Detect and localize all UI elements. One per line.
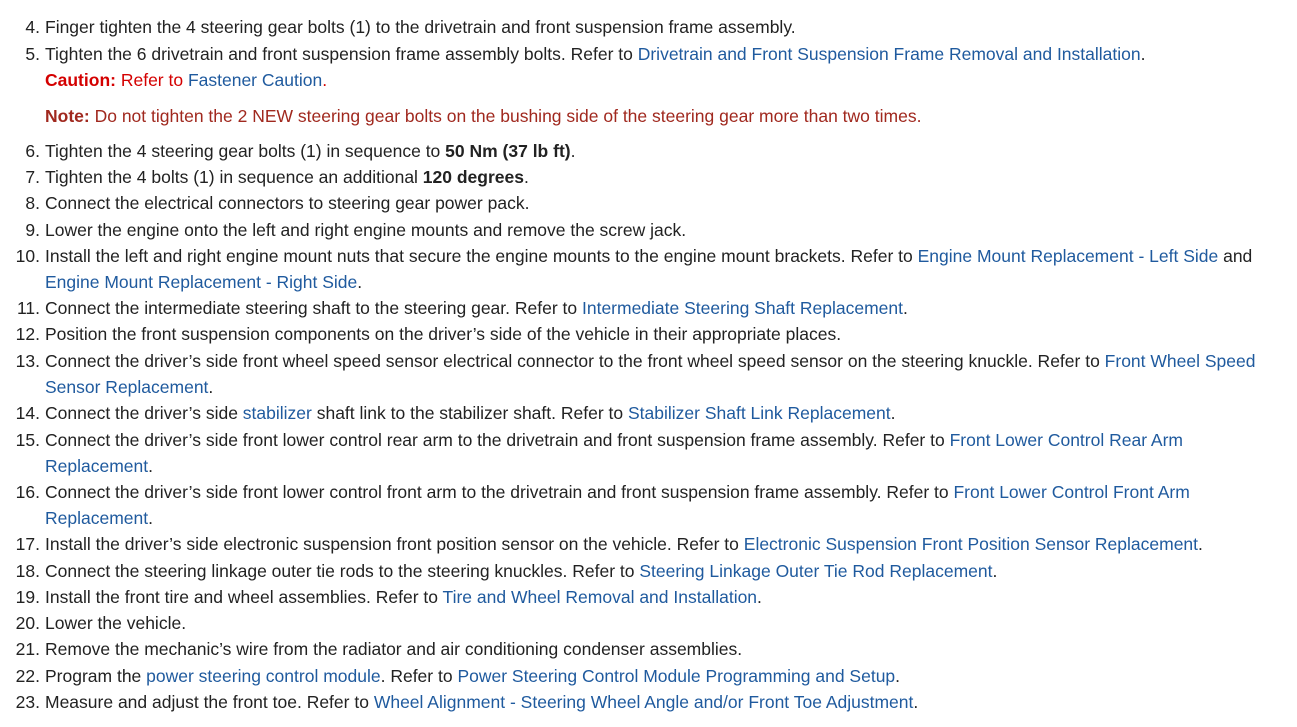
step-number: 7. [25, 167, 40, 187]
step-number: 5. [25, 44, 40, 64]
reference-link[interactable]: Wheel Alignment - Steering Wheel Angle and/or Front Toe Adjustment [373, 692, 914, 712]
step-text [45, 400, 1285, 426]
step-number: 20. [15, 613, 40, 633]
reference-link[interactable]: Engine Mount Replacement - Right Side [45, 272, 358, 293]
step-text-segment: . [757, 587, 762, 607]
step-number: 23. [15, 692, 40, 712]
step-text-segment: . [357, 272, 363, 293]
step-text-segment: Connect the driver’s side front lower control front arm to the drivetrain and front suspension frame assembly. Refer to [45, 482, 954, 502]
step-text-segment: . [1140, 44, 1146, 64]
step-number: 22. [15, 666, 40, 686]
reference-link[interactable]: Front Wheel Speed Sensor Replacement [45, 351, 1256, 398]
step-text [45, 479, 1285, 531]
step-text-segment: . [148, 508, 153, 529]
step-text-segment: Measure and adjust the front toe. Refer to [45, 692, 374, 712]
step-number: 4. [25, 17, 40, 37]
step-text-segment: Refer to [115, 70, 188, 90]
spec-value: 50 Nm (37 lb ft) [445, 141, 571, 161]
step-text [45, 164, 1285, 190]
spec-value: 120 degrees [422, 167, 524, 187]
reference-link[interactable]: Steering Linkage Outer Tie Rod Replacement [639, 561, 993, 581]
step-text-segment: Do not tighten the 2 NEW steering gear bolts on the bushing side of the steering gear more than two times. [89, 106, 922, 126]
step-number: 10. [15, 246, 40, 266]
step-text [45, 689, 1285, 715]
step-text [45, 610, 1285, 636]
step-text-segment: Connect the driver’s side front lower control rear arm to the drivetrain and front suspension frame assembly. Refer to [45, 430, 950, 450]
reference-link[interactable]: Power Steering Control Module Programming and Setup [457, 666, 896, 686]
step-number: 19. [15, 587, 40, 607]
step-text [45, 103, 1285, 129]
step-text-segment: Install the driver’s side electronic suspension front position sensor on the vehicle. Refer to [45, 534, 744, 554]
step-text-segment: Tighten the 4 bolts (1) in sequence an additional [45, 167, 423, 187]
step-text-segment: Finger tighten the 4 steering gear bolts (1) to the drivetrain and front suspension frame assembly. [45, 17, 796, 37]
step-text-segment: Connect the electrical connectors to steering gear power pack. [45, 193, 530, 213]
step-number: 21. [15, 639, 40, 659]
step-text [45, 584, 1285, 610]
step-text-segment: . [903, 298, 908, 318]
step-text [45, 558, 1285, 584]
step-text-segment: Tighten the 6 drivetrain and front suspension frame assembly bolts. Refer to [45, 44, 638, 64]
reference-link[interactable]: power steering control module [146, 666, 381, 686]
step-text [45, 217, 1285, 243]
step-text [45, 321, 1285, 347]
step-text [45, 138, 1285, 164]
reference-link[interactable]: Intermediate Steering Shaft Replacement [581, 298, 903, 318]
step-text-segment: Connect the steering linkage outer tie rods to the steering knuckles. Refer to [45, 561, 640, 581]
reference-link[interactable]: stabilizer [242, 403, 312, 423]
note-label: Note: [45, 106, 90, 126]
step-text-segment: Program the [45, 666, 147, 686]
step-text-segment: Connect the driver’s side front wheel speed sensor electrical connector to the front wheel speed sensor on the steering knuckle. Refer to [45, 351, 1105, 371]
step-text-segment: . [523, 167, 529, 187]
step-text [45, 190, 1285, 216]
step-text [45, 531, 1285, 557]
step-text-segment: . [570, 141, 576, 161]
step-number: 14. [15, 403, 40, 423]
step-text-segment: . [322, 70, 328, 90]
step-number: 11. [16, 298, 40, 318]
step-number: 16. [15, 482, 40, 502]
step-text [45, 663, 1285, 689]
reference-link[interactable]: Fastener Caution [187, 70, 323, 90]
reference-link[interactable]: Front Lower Control Rear Arm Replacement [45, 430, 1184, 477]
step-number: 12. [15, 324, 40, 344]
step-text [45, 243, 1285, 295]
step-text-segment: Connect the driver’s side [45, 403, 243, 423]
step-number: 13. [15, 351, 40, 371]
step-text [45, 427, 1285, 479]
step-text-segment: Connect the intermediate steering shaft to the steering gear. Refer to [45, 298, 582, 318]
step-text-segment: . [895, 666, 901, 686]
step-number: 17. [15, 534, 40, 554]
step-text-segment: . [1198, 534, 1203, 554]
reference-link[interactable]: Engine Mount Replacement - Left Side [917, 246, 1219, 266]
step-number: 9. [25, 220, 40, 240]
reference-link[interactable]: Stabilizer Shaft Link Replacement [627, 403, 891, 423]
step-text-segment: Remove the mechanic’s wire from the radiator and air conditioning condenser assemblies. [45, 639, 743, 659]
step-number: 6. [25, 141, 40, 161]
reference-link[interactable]: Front Lower Control Front Arm Replacement [45, 482, 1190, 529]
step-text [45, 41, 1285, 67]
step-text-segment: . [208, 377, 214, 398]
step-text-segment: . [992, 561, 998, 581]
step-text [45, 14, 1285, 40]
step-number: 8. [25, 193, 40, 213]
step-text-segment: shaft link to the stabilizer shaft. Refer to [311, 403, 628, 423]
step-text-segment: Lower the engine onto the left and right engine mounts and remove the screw jack. [45, 220, 687, 240]
step-text-segment: . Refer to [380, 666, 458, 686]
reference-link[interactable]: Drivetrain and Front Suspension Frame Removal and Installation [637, 44, 1141, 64]
step-text-segment: Position the front suspension components on the driver’s side of the vehicle in their appropriate places. [45, 324, 842, 344]
step-text [45, 67, 1285, 93]
step-text-segment: and [1218, 246, 1253, 266]
step-text-segment: . [913, 692, 919, 712]
step-number: 15. [15, 430, 40, 450]
step-text [45, 348, 1285, 400]
step-text [45, 295, 1285, 321]
step-text [45, 636, 1285, 662]
step-text-segment: Lower the vehicle. [45, 613, 187, 633]
caution-label: Caution: [45, 70, 116, 90]
step-text-segment: Install the left and right engine mount nuts that secure the engine mounts to the engine mount brackets. Refer to [45, 246, 918, 266]
step-text-segment: Tighten the 4 steering gear bolts (1) in sequence to [45, 141, 446, 161]
step-text-segment: . [148, 456, 153, 477]
reference-link[interactable]: Tire and Wheel Removal and Installation [442, 587, 758, 607]
step-number: 18. [15, 561, 40, 581]
step-text-segment: . [890, 403, 896, 423]
step-text-segment: Install the front tire and wheel assemblies. Refer to [45, 587, 443, 607]
reference-link[interactable]: Electronic Suspension Front Position Sensor Replacement [743, 534, 1199, 554]
